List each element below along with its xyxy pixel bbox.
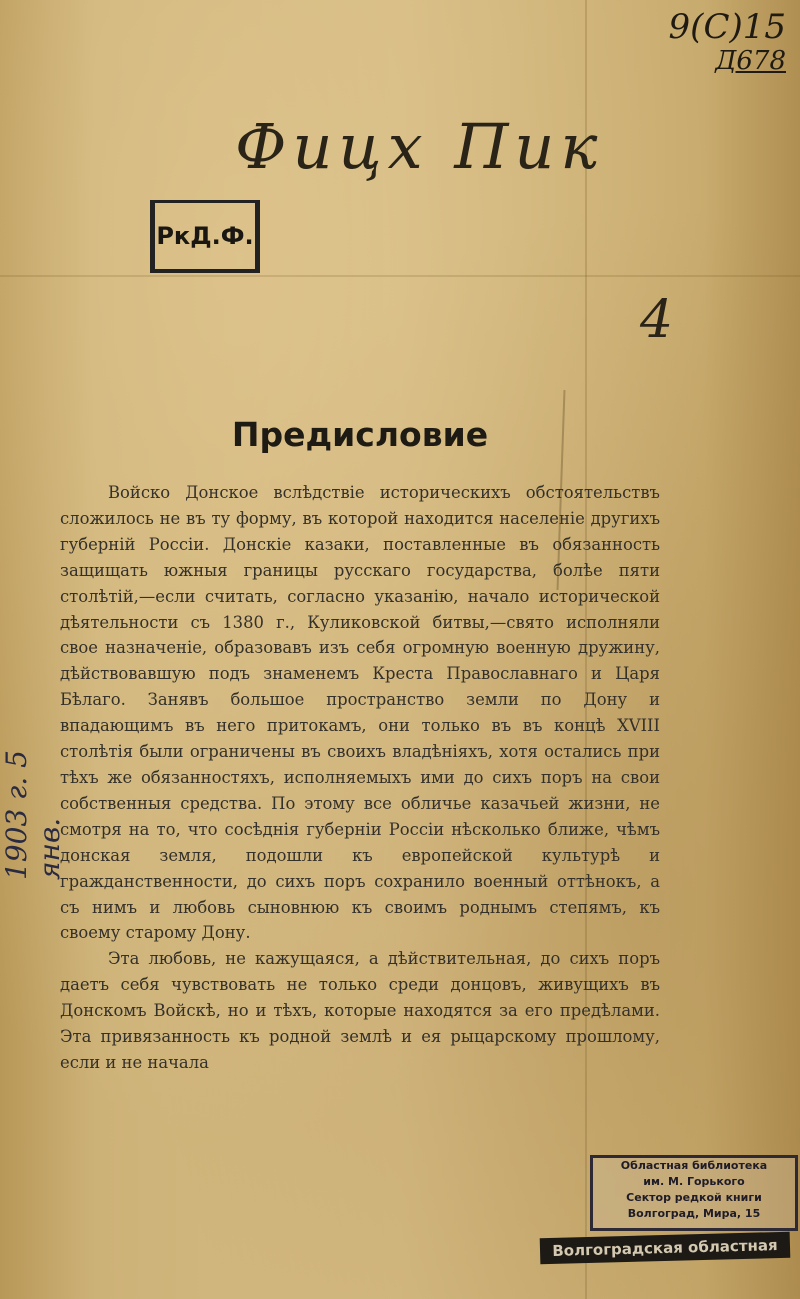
paper-crease	[0, 275, 800, 277]
library-stamp-line: Сектор редкой книги	[626, 1191, 762, 1204]
collection-stamp: РкД.Ф.	[150, 200, 260, 273]
library-stamp-line: Областная библиотека	[620, 1159, 768, 1172]
paragraph: Войско Донское вслѣдствіе историческихъ обстоятельствъ сложилось не въ ту форму, въ которой находится населеніе другихъ губерній Россіи. Донскіе казаки, поставленные въ обязанность защищать южныя границы русскаго государства, болѣе пяти столѣтій,—если считать, согласно указанію, начало исторической дѣятельности съ 1380 г., Куликовской битвы,—свято исполняли свое назначеніе, образовавъ изъ себя огромную военную дружину, дѣйствовавшую подъ знаменемъ Креста Православнаго и Царя Бѣлаго. Занявъ большое пространство земли по Дону и впадающимъ въ него притокамъ, они только въ въ концѣ XVIII столѣтія были ограничены въ своихъ владѣніяхъ, хотя остались при тѣхъ же обязанностяхъ, исполняемыхъ ими до сихъ поръ на свои собственныя средства. По этому все обличье казачьей жизни, не смотря на то, что сосѣднія губерніи Россіи нѣсколько ближе, чѣмъ донская земля, подошли къ европейской культурѣ и гражданственности, до сихъ поръ сохранило военный оттѣнокъ, а съ нимъ и любовь сыновнюю къ своимъ роднымъ степямъ, къ своему старому Дону.	[60, 483, 660, 943]
library-stamp-line: Волгоград, Мира, 15	[627, 1207, 761, 1220]
body-text	[60, 480, 660, 1076]
library-stamp	[590, 1155, 798, 1231]
shelfmark-number: Д678	[715, 46, 786, 76]
margin-handwritten-note: 1903 г. 5 янв.	[0, 750, 66, 880]
library-stamp-line: им. М. Горького	[643, 1175, 745, 1188]
library-stamp-bar: Волгоградская областная	[540, 1232, 791, 1265]
shelfmark-code: 9(С)15	[668, 7, 786, 47]
paragraph: Эта любовь, не кажущаяся, а дѣйствительная, до сихъ поръ даетъ себя чувствовать не только среди донцовъ, живущихъ въ Донскомъ Войскѣ, но и тѣхъ, которые находятся за его предѣлами. Эта привязанность къ родной землѣ и ея рыцарскому прошлому, если и не начала	[60, 949, 660, 1072]
shelfmark	[669, 8, 786, 76]
handwritten-note-side: 4	[640, 290, 674, 350]
page-title: Предисловие	[231, 415, 489, 454]
handwritten-note-top: Фицх Пик	[235, 110, 604, 183]
